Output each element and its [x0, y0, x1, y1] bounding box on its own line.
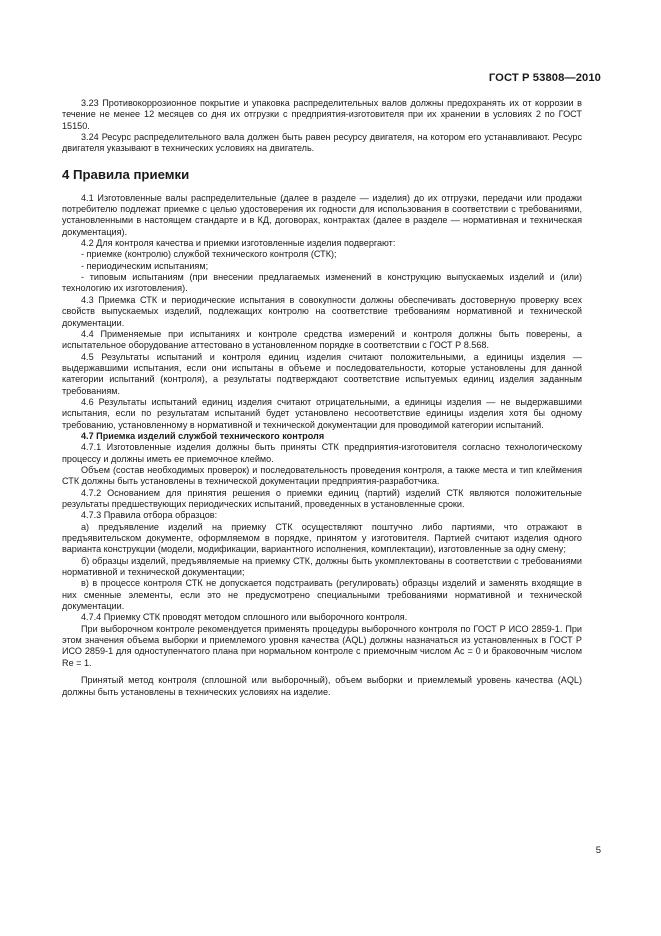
list-item-type: - типовым испытаниям (при внесении предлагаемых изменений в конструкцию выпускаемых изделий и (или) технологию их изготовления). [62, 272, 582, 294]
paragraph-4-7-2: 4.7.2 Основанием для принятия решения о приемки единиц (партий) изделий СТК являются положительные результаты предшествующих периодических испытаний, проведенных в установленные сроки. [62, 487, 582, 509]
paragraph-4-7-1: 4.7.1 Изготовленные изделия должны быть приняты СТК предприятия-изготовителя согласно технологическому процессу и должны иметь ее приемочное клеймо. [62, 442, 582, 464]
paragraph-method: Принятый метод контроля (сплошной или выборочный), объем выборки и приемлемый уровень качества (AQL) должны быть установлены в технических условиях на изделие. [62, 675, 582, 697]
list-item-stk: - приемке (контролю) службой технического контроля (СТК); [81, 249, 337, 260]
page-number: 5 [595, 845, 601, 856]
paragraph-4-3: 4.3 Приемка СТК и периодические испытания в совокупности должны обеспечивать достоверную проверку всех свойств выпускаемых изделий, подлежащих контролю на соответствие требованиям нормативной и технической документации. [62, 294, 582, 328]
subsection-title: 4.7 Приемка изделий службой технического контроля [81, 430, 325, 441]
section-title: 4 Правила приемки [62, 166, 190, 182]
list-item-v: в) в процессе контроля СТК не допускается подстраивать (регулировать) образцы изделий и заменять входящие в них сменные элементы, если это не предусмотрено специальными требованиями нормативной и технической документации. [62, 578, 582, 612]
paragraph-sampling: При выборочном контроле рекомендуется применять процедуры выборочного контроля по ГОСТ Р ИСО 2859-1. При этом значения объема выборки и приемлемого уровня качества (AQL) должны назначаться из установленных в ГОСТ Р ИСО 2859-1 для одноступенчатого плана при нормальном контроле с приемочным числом Ac = 0 и браковочным числом Re = 1. [62, 623, 582, 668]
paragraph-4-5: 4.5 Результаты испытаний и контроля единиц изделия считают положительными, а единицы изделия — выдержавшими испытания, если они испытаны в объеме и последовательности, которые установлены для данной категории испытаний (контроля), а результаты подтверждают соответствие испытуемых единиц изделия заданным требованиям. [62, 351, 582, 396]
paragraph-4-7-4: 4.7.4 Приемку СТК проводят методом сплошного или выборочного контроля. [81, 612, 408, 623]
list-item-b: б) образцы изделий, предъявляемые на приемку СТК, должны быть укомплектованы в соответствии с требованиями нормативной и технической документации; [62, 555, 582, 578]
paragraph-4-1: 4.1 Изготовленные валы распределительные (далее в разделе — изделия) до их отгрузки, передачи или продажи потребителю подлежат приемке с целью удостоверения их годности для использования в соответствии с требованиями, установленными в настоящем стандарте и в КД, договорах, контрактах (далее в разделе — нормативная и техническая документация). [62, 192, 582, 237]
document-code-header: ГОСТ Р 53808—2010 [488, 72, 601, 84]
list-item-periodic: - периодическим испытаниям; [81, 260, 209, 271]
paragraph-4-6: 4.6 Результаты испытаний единиц изделия считают отрицательными, а единицы изделия — не выдержавшими испытания, если по результатам испытаний будет установлено несоответствие единицы изделия хотя бы одному требованию, установленному в нормативной и технической документации для проводимой категории испытаний. [62, 396, 582, 430]
list-item-a: а) предъявление изделий на приемку СТК осуществляют поштучно либо партиями, что отражают в предъявительском документе, оформляемом в порядке, принятом у изготовителя. Партией считают изделия одного варианта конструкции (модели, модификации, вариантного исполнения, комплектации), изготовленные за одну смену; [62, 521, 582, 555]
page-body [62, 98, 582, 698]
paragraph-4-7-3: 4.7.3 Правила отбора образцов: [81, 510, 218, 521]
paragraph-3-24: 3.24 Ресурс распределительного вала должен быть равен ресурсу двигателя, на котором его устанавливают. Ресурс двигателя указывают в технических условиях на двигатель. [62, 132, 582, 154]
paragraph-3-23: 3.23 Противокоррозионное покрытие и упаковка распределительных валов должны предохранять их от коррозии в течение не менее 12 месяцев со дня их отгрузки с предприятия-изготовителя при их хранении в условиях 2 по ГОСТ 15150. [62, 98, 582, 131]
paragraph-4-2: 4.2 Для контроля качества и приемки изготовленные изделия подвергают: [81, 238, 396, 249]
paragraph-scope: Объем (состав необходимых проверок) и последовательность проведения контроля, а также места и тип клеймения СТК должны быть установлены в технической документации предприятия-разработчика. [62, 464, 582, 487]
paragraph-4-4: 4.4 Применяемые при испытаниях и контроле средства измерений и контроля должны быть поверены, а испытательное оборудование аттестовано в установленном порядке в соответствии с ГОСТ Р 8.568. [62, 328, 582, 351]
